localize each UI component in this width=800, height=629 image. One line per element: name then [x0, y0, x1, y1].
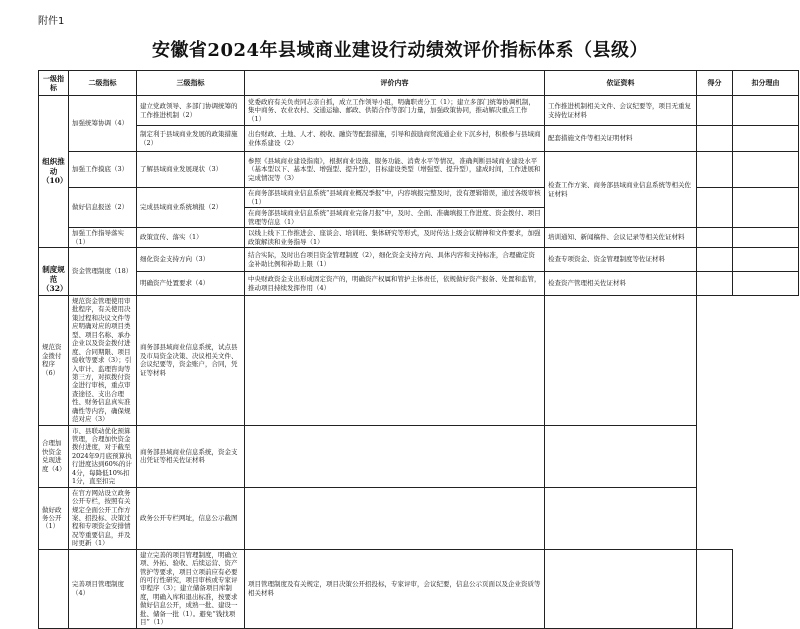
table-row [39, 228, 799, 248]
table-row [39, 248, 799, 272]
deduction-cell[interactable] [733, 126, 799, 152]
deduction-cell[interactable] [733, 96, 799, 126]
evidence-asset-disposal: 检查资产管理相关佐证材料 [545, 272, 697, 296]
header-level3: 三级指标 [137, 71, 245, 96]
group-regulation: 制度规范（32） [39, 248, 69, 296]
header-level2: 二级指标 [69, 71, 137, 96]
deduction-cell[interactable] [545, 296, 697, 426]
deduction-cell[interactable] [697, 549, 733, 628]
level3-system-fill: 完成县域商业系统填报（2） [137, 188, 245, 228]
table-row [39, 126, 799, 152]
table-row [39, 296, 799, 426]
deduction-cell[interactable] [545, 425, 697, 487]
content-disclosure: 在官方网站设立政务公开专栏，按照有关规定全面公开工作方案、招投标、决策过程和专项资金安排情况等重要信息，并及时更新（1） [69, 487, 137, 549]
header-level1: 一级指标 [39, 71, 69, 96]
table-row [39, 425, 799, 487]
score-cell[interactable] [697, 188, 733, 228]
table-row [39, 487, 799, 549]
header-deduction: 扣分理由 [733, 71, 799, 96]
header-content: 评价内容 [245, 71, 545, 96]
content-quarterly: 在商务部县域商业信息系统“县域商业概况季报”中，内容填报完整及时，没有逻辑错误，通过各级审核（1） [245, 188, 545, 208]
score-cell[interactable] [697, 126, 733, 152]
level3-fund-direction: 细化资金支持方向（3） [137, 248, 245, 272]
score-cell[interactable] [697, 96, 733, 126]
content-asset-disposal: 中央财政资金支出形成固定资产的，明确资产权属和管护主体责任，依规做好资产报备、处置和监管，推动项目持续发挥作用（4） [245, 272, 545, 296]
group-organization: 组织推动（10） [39, 96, 69, 248]
content-mechanism: 党委政府有关负责同志亲自抓，成立工作领导小组，明确职责分工（1）；建立多部门统筹协调机制，集中商务、农业农村、交通运输、邮政、供销合作等部门力量，加强政策协同，推动解决重点工作（1） [245, 96, 545, 126]
deduction-cell[interactable] [545, 487, 697, 549]
level2-reporting: 做好信息报送（2） [69, 188, 137, 228]
header-evidence: 依证资料 [545, 71, 697, 96]
level2-coordination: 加强统筹协调（4） [69, 96, 137, 152]
level2-survey: 加强工作摸底（3） [69, 152, 137, 188]
level3-status: 了解县域商业发展现状（3） [137, 152, 245, 188]
score-cell[interactable] [245, 487, 545, 549]
evidence-policy: 配套措施文件等相关证明材料 [545, 126, 697, 152]
attachment-label: 附件1 [38, 16, 65, 27]
score-cell[interactable] [697, 152, 733, 188]
evidence-disclosure: 政务公开专栏网址，信息公示截图 [137, 487, 245, 549]
content-disbursement-progress: 市、县联动优化预算管理，合理加快资金拨付进度，对于截至2024年9月底预算执行进度达到60%的计4分，每降低10%扣1分，直至扣完 [69, 425, 137, 487]
deduction-cell[interactable] [733, 188, 799, 228]
header-score: 得分 [697, 71, 733, 96]
deduction-cell[interactable] [733, 228, 799, 248]
level3-disbursement-progress: 合理加快资金兑现进度（4） [39, 425, 69, 487]
indicator-table [38, 70, 799, 629]
score-cell[interactable] [697, 272, 733, 296]
level3-project-system: 完善项目管理制度（4） [69, 549, 137, 628]
level3-payment-procedure: 规范资金拨付程序（6） [39, 296, 69, 426]
score-cell[interactable] [245, 296, 545, 426]
content-fund-direction: 结合实际，及时出台项目资金管理制度（2），细化资金支持方向、具体内容和支持标准，合理确定资金补助比例和补助上限（1） [245, 248, 545, 272]
evidence-fund-direction: 检查专项资金、资金管理制度等佐证材料 [545, 248, 697, 272]
content-policy: 出台财政、土地、人才、税收、融资等配套措施，引导和鼓励商贸流通企业下沉乡村，积极参与县域商业体系建设（2） [245, 126, 545, 152]
deduction-cell[interactable] [733, 272, 799, 296]
score-cell[interactable] [545, 549, 697, 628]
level3-publicity: 政策宣传、落实（1） [137, 228, 245, 248]
content-monthly: 在商务部县域商业信息系统“县域商业完备月报”中，及时、全面、准确填报工作进度、资金拨付、项目管理等信息（1） [245, 208, 545, 228]
evidence-system: 检查工作方案、商务部县域商业信息系统等相关佐证材料 [545, 152, 697, 228]
level2-fund-management: 资金管理制度（18） [69, 248, 137, 296]
level3-policy: 制定利于县域商业发展的政策措施（2） [137, 126, 245, 152]
table-row [39, 152, 799, 188]
level3-asset-disposal: 明确资产处置要求（4） [137, 272, 245, 296]
level3-mechanism: 建立党政领导、多部门协调统筹的工作推进机制（2） [137, 96, 245, 126]
content-publicity: 以线上线下工作推进会、座谈会、培训班、集体研究等形式，及时传达上级会议精神和文件要求，加强政策解读和业务指导（1） [245, 228, 545, 248]
content-payment-procedure: 规范资金管理使用审批程序，有关使用决策过程和决议文件等应明确对应的项目类型、项目名称、承办企业以及资金拨付进度、合同期限、项目验收等要求（3）；引入审计、监理咨询等第三方，对拟拨付资金进行审核，重点审查途径、支出合理性、财务信息真实准确性等内容，确保规范对应（3） [69, 296, 137, 426]
evidence-payment-procedure: 商务部县域商业信息系统，试点县及市局资金决策、决议相关文件、会议纪要等，资金账户，合同，凭证等材料 [137, 296, 245, 426]
evidence-project-system: 项目管理制度及有关规定，项目决策公开招投标，专家评审，会议纪要，信息公示页面以及企业资质等相关材料 [245, 549, 545, 628]
evidence-disbursement-progress: 商务部县域商业信息系统，资金支出凭证等相关佐证材料 [137, 425, 245, 487]
page-title: 安徽省2024年县域商业建设行动绩效评价指标体系（县级） [151, 40, 649, 61]
score-cell[interactable] [245, 425, 545, 487]
level3-disclosure: 做好政务公开（1） [39, 487, 69, 549]
table-row [39, 272, 799, 296]
table-row [39, 96, 799, 126]
content-project-system: 建立完善的项目管理制度，明确立项、外拓、验收、后续运营、资产管护等要求，项目立项前应有必要的可行性研究，项目审核或专家评审程序（3）；建立储备项目库制度，明确入库和退出标准，按要求做好信息公开，成熟一批、建设一批、储备一批（1）。避免“钱找项目”（1） [137, 549, 245, 628]
evidence-publicity: 培训通知、新闻稿件、会议记录等相关佐证材料 [545, 228, 697, 248]
score-cell[interactable] [697, 248, 733, 272]
deduction-cell[interactable] [733, 248, 799, 272]
level2-guidance: 加强工作指导落实（1） [69, 228, 137, 248]
table-header-row [39, 71, 799, 96]
evidence-mechanism: 工作推进机制相关文件、会议纪要等，项目无重复支持佐证材料 [545, 96, 697, 126]
deduction-cell[interactable] [733, 152, 799, 188]
content-status: 参照《县域商业建设指南》，根据商业设施、服务功能、消费水平等情况，准确判断县域商业建设水平（基本型以下、基本型、增强型、提升型），目标建设类型（增强型、提升型），建成时间，工作进展和完成情况等（3） [245, 152, 545, 188]
table-row [39, 549, 799, 628]
score-cell[interactable] [697, 228, 733, 248]
level2-project-management [39, 549, 69, 628]
